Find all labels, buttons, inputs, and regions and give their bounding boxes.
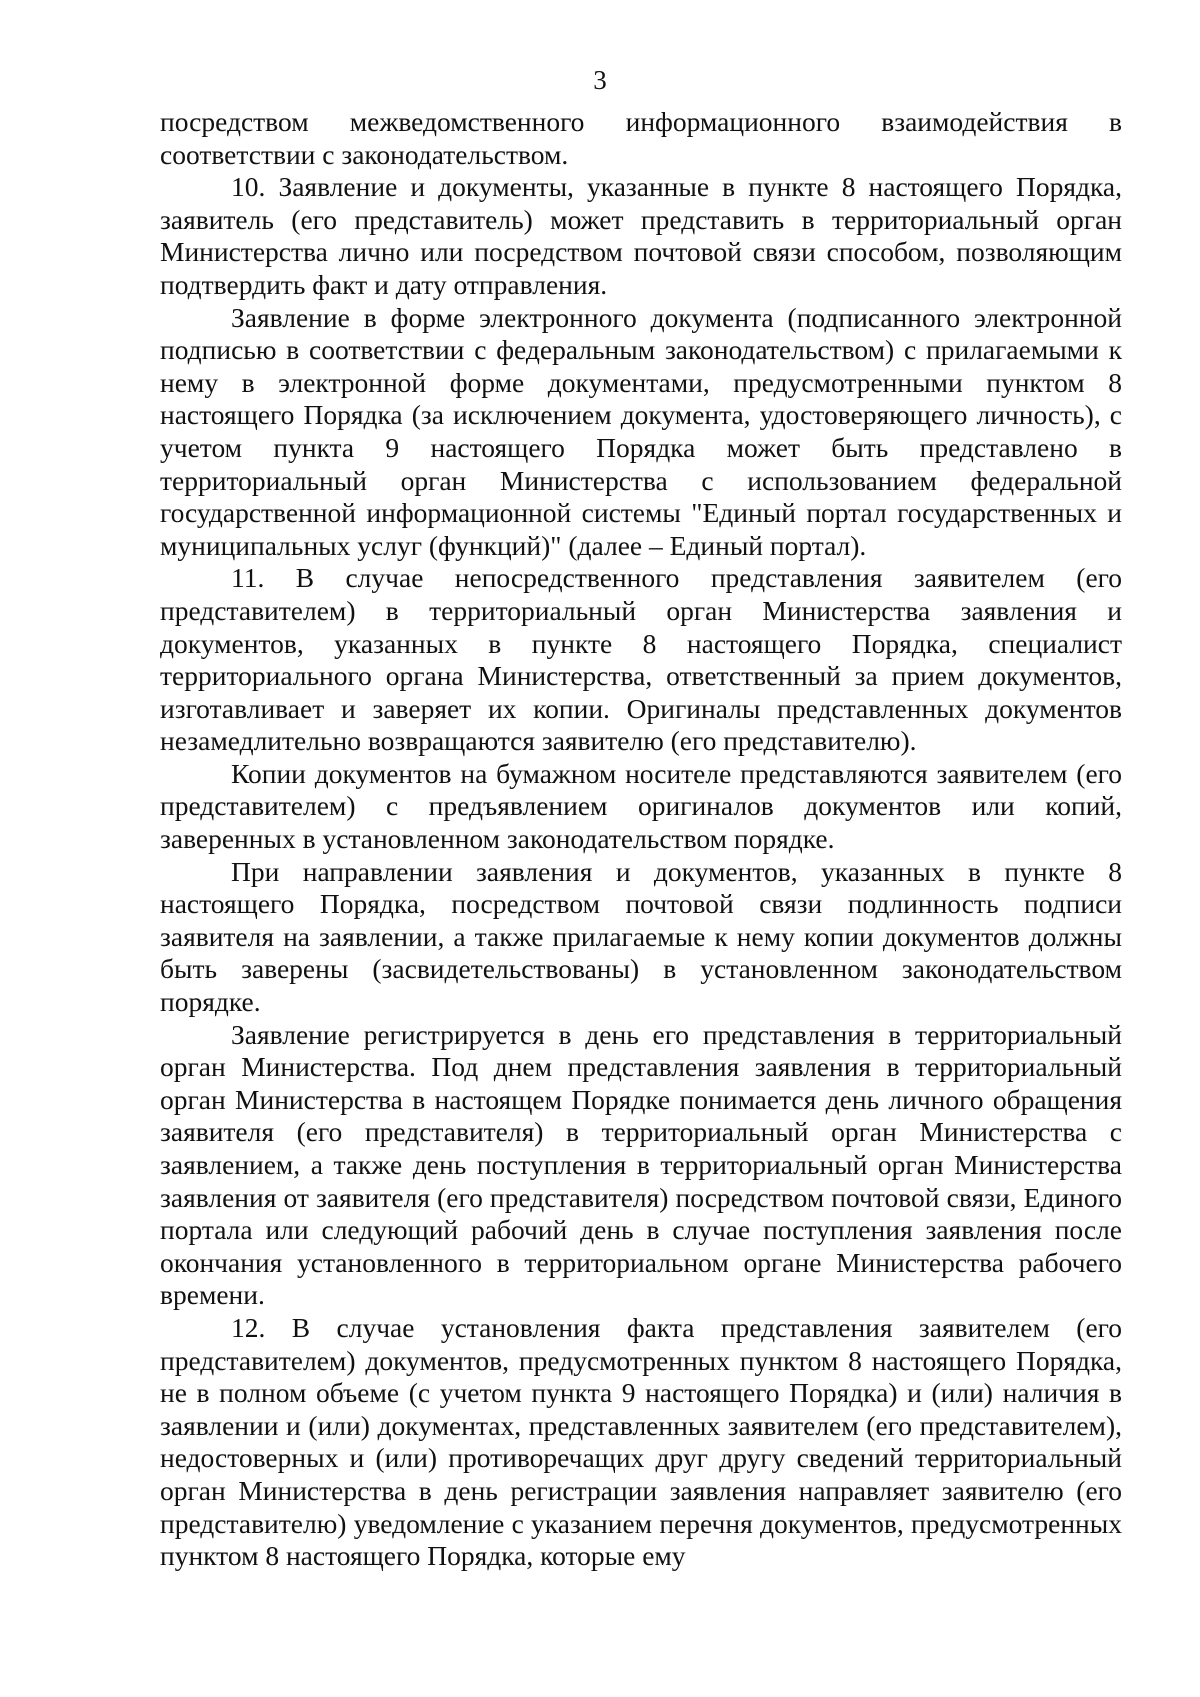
- paragraph: посредством межведомственного информационного взаимодействия в соответствии с законодательством.: [160, 106, 1122, 170]
- paragraph: 12. В случае установления факта представления заявителем (его представителем) документов, предусмотренных пунктом 8 настоящего Порядка, не в полном объеме (с учетом пункта 9 настоящего Порядка) и (или) наличия в заявлении и (или) документах, представленных заявителем (его представителем), недостоверных и (или) противоречащих друг другу сведений территориальный орган Министерства в день регистрации заявления направляет заявителю (его представителю) уведомление с указанием перечня документов, предусмотренных пунктом 8 настоящего Порядка, которые ему: [160, 1311, 1122, 1572]
- paragraph: Заявление регистрируется в день его представления в территориальный орган Министерства. Под днем представления заявления в территориальный орган Министерства в настоящем Порядке понимается день личного обращения заявителя (его представителя) в территориальный орган Министерства с заявлением, а также день поступления в территориальный орган Министерства заявления от заявителя (его представителя) посредством почтовой связи, Единого портала или следующий рабочий день в случае поступления заявления после окончания установленного в территориальном органе Министерства рабочего времени.: [160, 1018, 1122, 1311]
- paragraph: При направлении заявления и документов, указанных в пункте 8 настоящего Порядка, посредством почтовой связи подлинность подписи заявителя на заявлении, а также прилагаемые к нему копии документов должны быть заверены (засвидетельствованы) в установленном законодательством порядке.: [160, 855, 1122, 1018]
- paragraph: Заявление в форме электронного документа (подписанного электронной подписью в соответствии с федеральным законодательством) с прилагаемыми к нему в электронной форме документами, предусмотренными пунктом 8 настоящего Порядка (за исключением документа, удостоверяющего личность), с учетом пункта 9 настоящего Порядка может быть представлено в территориальный орган Министерства с использованием федеральной государственной информационной системы "Единый портал государственных и муниципальных услуг (функций)" (далее – Единый портал).: [160, 301, 1122, 561]
- paragraph: 10. Заявление и документы, указанные в пункте 8 настоящего Порядка, заявитель (его представитель) может представить в территориальный орган Министерства лично или посредством почтовой связи способом, позволяющим подтвердить факт и дату отправления.: [160, 171, 1122, 300]
- paragraph: 11. В случае непосредственного представления заявителем (его представителем) в территориальный орган Министерства заявления и документов, указанных в пункте 8 настоящего Порядка, специалист территориального органа Министерства, ответственный за прием документов, изготавливает и заверяет их копии. Оригиналы представленных документов незамедлительно возвращаются заявителю (его представителю).: [160, 562, 1122, 757]
- document-body: [160, 106, 1122, 1573]
- page-number: 3: [593, 65, 607, 95]
- paragraph: Копии документов на бумажном носителе представляются заявителем (его представителем) с предъявлением оригиналов документов или копий, заверенных в установленном законодательством порядке.: [160, 757, 1122, 855]
